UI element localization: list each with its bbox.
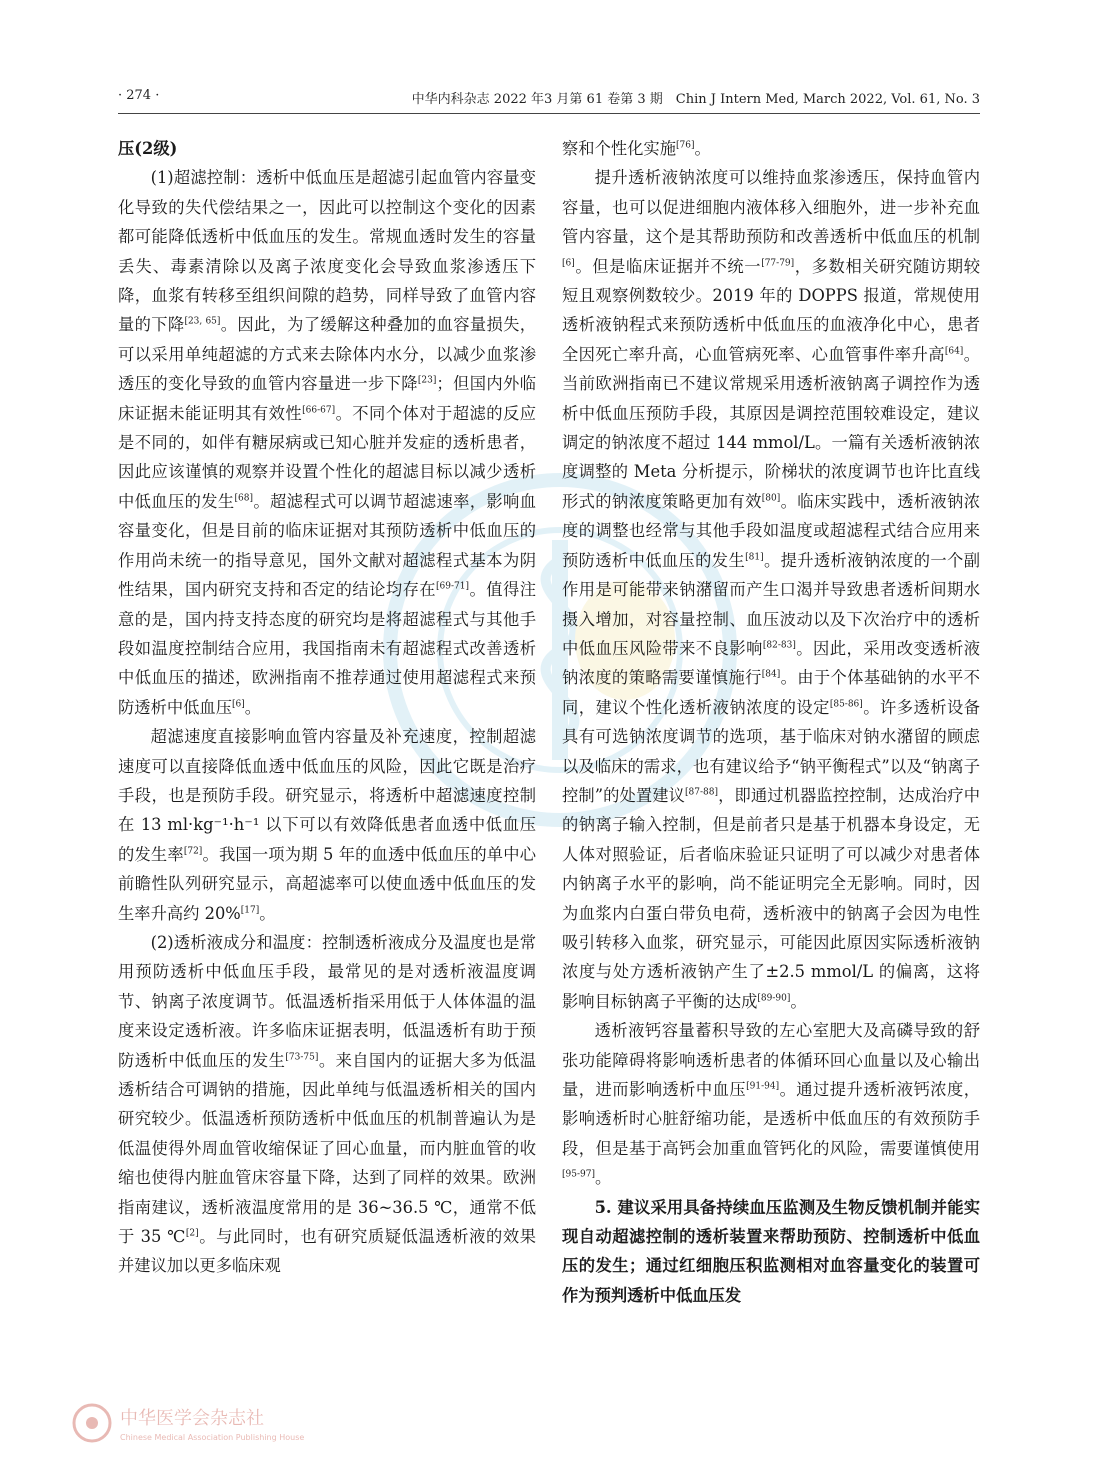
- paragraph-calcium: 透析液钙容量蓄积导致的左心室肥大及高磷导致的舒张功能障碍将影响透析患者的体循环回心血量以及心输出量，进而影响透析中血压[91-94]。通过提升透析液钙浓度，影响透析时心脏舒缩功能，是透析中低血压的有效预防手段，但是基于高钙会加重血管钙化的风险，需要谨慎使用[95-97]。: [562, 1021, 980, 1188]
- citation: [66-67]: [302, 405, 336, 416]
- paragraph-sodium: 提升透析液钠浓度可以维持血浆渗透压，保持血管内容量，也可以促进细胞内液体移入细胞外，进一步补充血管内容量，这个是其帮助预防和改善透析中低血压的机制[6]。但是临床证据并不统一[77-79]，多数相关研究随访期较短且观察例数较少。2019 年的 DOPPS 报道，常规使用透析液钠程式来预防透析中低血压的血液净化中心，患者全因死亡率升高，心血管病死率、心血管事件率升高[64]。当前欧洲指南已不建议常规采用透析液钠离子调控作为透析中低血压预防手段，其原因是调控范围较难设定，建议调定的钠浓度不超过 144 mmol/L。一篇有关透析液钠浓度调整的 Meta 分析提示，阶梯状的浓度调节也许比直线形式的钠浓度策略更加有效[80]。临床实践中，透析液钠浓度的调整也经常与其他手段如温度或超滤程式结合应用来预防透析中低血压的发生[81]。提升透析液钠浓度的一个副作用是可能带来钠潴留而产生口渴并导致患者透析间期水摄入增加，对容量控制、血压波动以及下次治疗中的透析中低血压风险带来不良影响[82-83]。因此，采用改变透析液钠浓度的策略需要谨慎施行[84]。由于个体基础钠的水平不同，建议个性化透析液钠浓度的设定[85-86]。许多透析设备具有可选钠浓度调节的选项，基于临床对钠水潴留的顾虑以及临床的需求，也有建议给予“钠平衡程式”以及“钠离子控制”的处置建议[87-88]，即通过机器监控控制，达成治疗中的钠离子输入控制，但是前者只是基于机器本身设定，无人体对照验证，后者临床验证只证明了可以减少对患者体内钠离子水平的影响，尚不能证明完全无影响。同时，因为血浆内白蛋白带负电荷，透析液中的钠离子会因为电性吸引转移入血浆，研究显示，可能因此原因实际透析液钠浓度与处方透析液钠产生了±2.5 mmol/L 的偏离，这将影响目标钠离子平衡的达成[89-90]。: [562, 168, 980, 1011]
- citation: [84]: [761, 669, 781, 680]
- citation: [2]: [185, 1228, 199, 1239]
- citation: [80]: [761, 493, 781, 504]
- citation: [85-86]: [829, 699, 863, 710]
- paragraph-ultrafiltration-rate: 超滤速度直接影响血管内容量及补充速度，控制超滤速度可以直接降低血透中低血压的风险，因此它既是治疗手段，也是预防手段。研究显示，将透析中超滤速度控制在 13 ml·kg⁻¹·h⁻¹ 以下可以有效降低患者血透中低血压的发生率[72]。我国一项为期 5 年的血透中低血压的单中心前瞻性队列研究显示，高超滤率可以使血透中低血压的发生率升高约 20%[17]。: [118, 727, 536, 923]
- citation: [87-88]: [685, 787, 719, 798]
- publisher-name-en: Chinese Medical Association Publishing House: [120, 1433, 305, 1442]
- citation: [72]: [183, 846, 203, 857]
- publisher-logo-icon: [70, 1400, 470, 1446]
- recommendation-5: 5. 建议采用具备持续血压监测及生物反馈机制并能实现自动超滤控制的透析装置来帮助预防、控制透析中低血压的发生；通过红细胞压积监测相对血容量变化的装置可作为预判透析中低血压发: [562, 1197, 980, 1305]
- right-column: [562, 134, 980, 1310]
- citation: [6]: [231, 699, 245, 710]
- section-heading: 压(2级): [118, 139, 178, 158]
- citation: [91-94]: [746, 1081, 780, 1092]
- citation: [95-97]: [562, 1169, 595, 1180]
- page-number: · 274 ·: [118, 88, 160, 103]
- citation: [23, 65]: [184, 317, 221, 328]
- citation: [76]: [675, 140, 695, 151]
- citation: [89-90]: [757, 993, 791, 1004]
- left-column: [118, 134, 536, 1281]
- citation: [68]: [234, 493, 254, 504]
- citation: [82-83]: [762, 640, 796, 651]
- paragraph-ultrafiltration: (1)超滤控制：透析中低血压是超滤引起血管内容量变化导致的失代偿结果之一，因此可以控制这个变化的因素都可能降低透析中低血压的发生。常规血透时发生的容量丢失、毒素清除以及离子浓度变化会导致血浆渗透压下降，血浆有转移至组织间隙的趋势，同样导致了血管内容量的下降[23, 65]。因此，为了缓解这种叠加的血容量损失，可以采用单纯超滤的方式来去除体内水分，以减少血浆渗透压的变化导致的血管内容量进一步下降[23]；但国内外临床证据未能证明其有效性[66-67]。不同个体对于超滤的反应是不同的，如伴有糖尿病或已知心脏并发症的透析患者，因此应该谨慎的观察并设置个性化的超滤目标以减少透析中低血压的发生[68]。超滤程式可以调节超滤速率，影响血容量变化，但是目前的临床证据对其预防透析中低血压的作用尚未统一的指导意见，国外文献对超滤程式基本为阴性结果，国内研究支持和否定的结论均存在[69-71]。值得注意的是，国内持支持态度的研究均是将超滤程式与其他手段如温度控制结合应用，我国指南未有超滤程式改善透析中低血压的描述，欧洲指南不推荐通过使用超滤程式来预防透析中低血压[6]。: [118, 168, 536, 717]
- citation: [73-75]: [285, 1052, 319, 1063]
- citation: [64]: [944, 346, 964, 357]
- citation: [6]: [562, 258, 575, 269]
- paragraph-continuation: 察和个性化实施[76]。: [562, 139, 711, 158]
- running-header: [118, 88, 980, 112]
- citation: [23]: [417, 375, 437, 386]
- citation: [77-79]: [761, 258, 795, 269]
- citation: [81]: [745, 552, 764, 563]
- journal-info: 中华内科杂志 2022 年3 月第 61 卷第 3 期 Chin J Intern Med, March 2022, Vol. 61, No. 3: [411, 92, 980, 107]
- citation: [69-71]: [436, 581, 470, 592]
- paragraph-dialysate-temperature: (2)透析液成分和温度：控制透析液成分及温度也是常用预防透析中低血压手段，最常见的是对透析液温度调节、钠离子浓度调节。低温透析指采用低于人体体温的温度来设定透析液。许多临床证据表明，低温透析有助于预防透析中低血压的发生[73-75]。来自国内的证据大多为低温透析结合可调钠的措施，因此单纯与低温透析相关的国内研究较少。低温透析预防透析中低血压的机制普遍认为是低温使得外周血管收缩保证了回心血量，而内脏血管的收缩也使得内脏血管床容量下降，达到了同样的效果。欧洲指南建议，透析液温度常用的是 36~36.5 ℃，通常不低于 35 ℃[2]。与此同时，也有研究质疑低温透析液的效果并建议加以更多临床观: [118, 932, 536, 1276]
- citation: [17]: [240, 905, 260, 916]
- publisher-name-cn: 中华医学会杂志社: [120, 1408, 264, 1429]
- header-rule: [118, 113, 980, 114]
